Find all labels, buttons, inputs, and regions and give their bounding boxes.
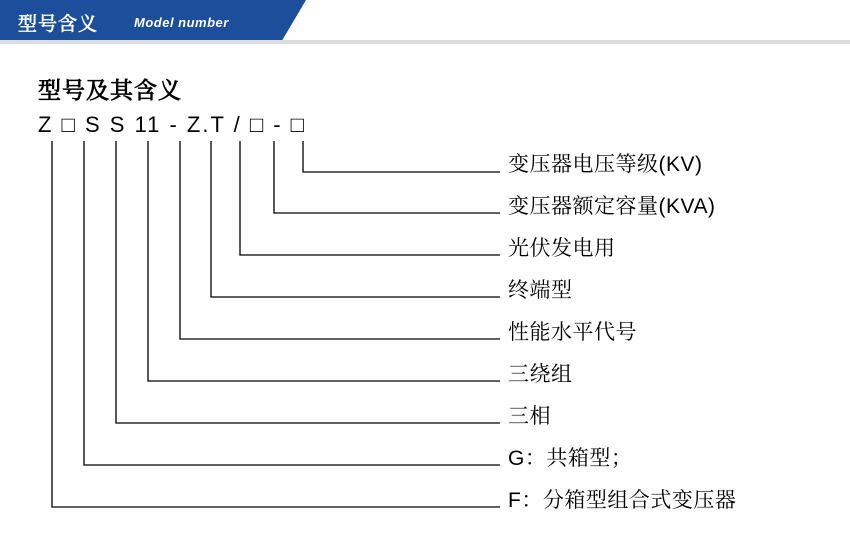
leader-line-8 xyxy=(84,141,500,465)
leader-line-5 xyxy=(180,141,500,339)
leader-line-6 xyxy=(148,141,500,381)
leader-line-3 xyxy=(240,141,500,255)
label-terminal-type: 终端型 xyxy=(508,279,573,302)
header-title-en: Model number xyxy=(134,15,229,30)
leader-line-4 xyxy=(211,141,500,297)
leader-line-1 xyxy=(303,141,500,172)
model-code-string: Z □ S S 11 - Z.T / □ - □ xyxy=(38,112,306,137)
leader-line-9 xyxy=(52,141,500,507)
label-common-box-type: G：共箱型； xyxy=(508,447,633,470)
label-three-winding: 三绕组 xyxy=(508,363,573,386)
label-three-phase: 三相 xyxy=(508,405,551,428)
label-split-box-type: F：分箱型组合式变压器 xyxy=(508,489,737,512)
section-title: 型号及其含义 xyxy=(38,77,182,103)
label-rated-capacity: 变压器额定容量(KVA) xyxy=(508,195,716,218)
label-voltage-class: 变压器电压等级(KV) xyxy=(508,153,703,176)
leader-line-2 xyxy=(274,141,500,213)
label-pv-use: 光伏发电用 xyxy=(508,237,616,260)
leader-lines xyxy=(0,44,850,545)
diagram-content xyxy=(0,44,850,545)
label-performance-code: 性能水平代号 xyxy=(508,321,637,344)
page-header xyxy=(0,0,850,44)
header-title-cn: 型号含义 xyxy=(18,14,99,35)
